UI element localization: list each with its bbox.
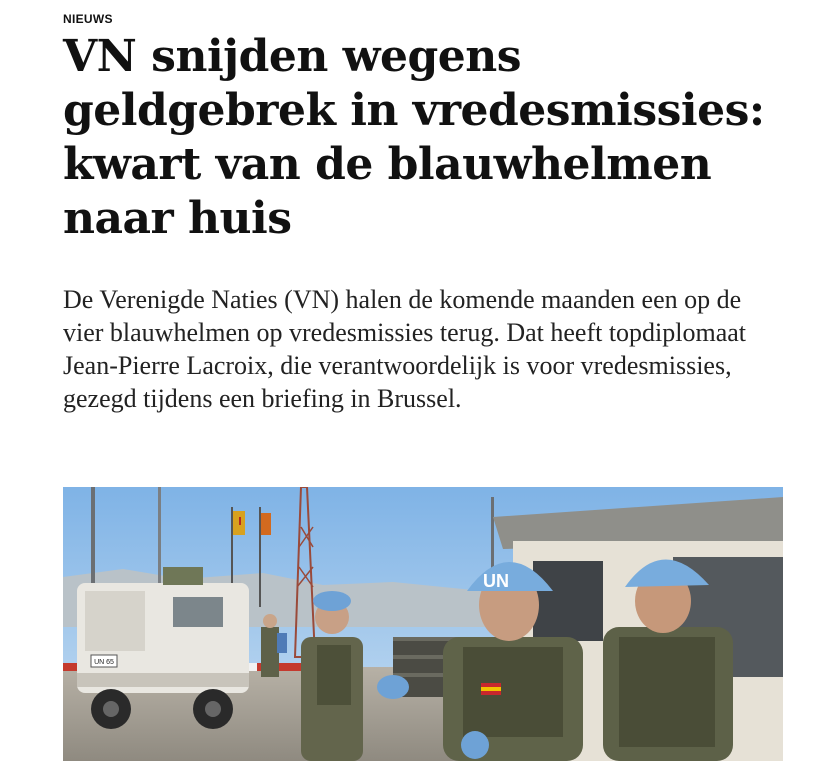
blue-helmet — [313, 591, 351, 611]
flag — [261, 513, 271, 535]
helmet-label: UN — [483, 571, 509, 591]
article-photo — [63, 487, 783, 761]
article-photo-illustration — [63, 487, 783, 761]
article-headline: VN snijden wegens geldgebrek in vredesmissies: kwart van de blauwhelmen naar huis — [63, 31, 765, 244]
un-patch — [461, 731, 489, 759]
article-lead: De Verenigde Naties (VN) halen de komende maanden een op de vier blauwhelmen op vredesmissies terug. Dat heeft topdiplomaat Jean-Pierre Lacroix, die verantwoordelijk is voor vredesmissies, gezegd tijdens een briefing in Brussel. — [63, 285, 747, 413]
vehicle-plate: UN 65 — [94, 659, 114, 666]
held-helmet — [377, 675, 409, 699]
category-label[interactable]: NIEUWS — [63, 12, 113, 26]
